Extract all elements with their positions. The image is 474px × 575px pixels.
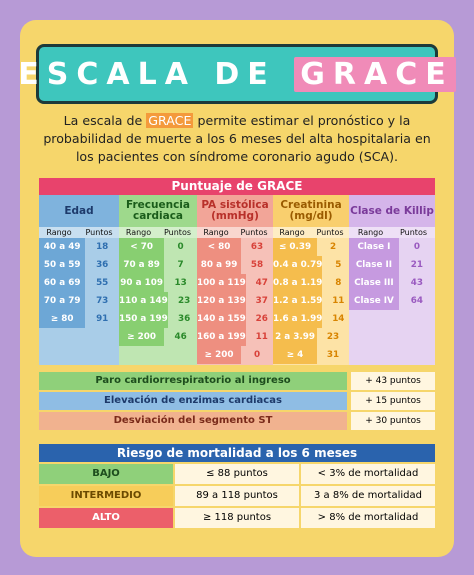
column-creatinina xyxy=(273,195,349,365)
range-cell: ≤ 0.39 xyxy=(273,238,317,256)
table-row xyxy=(39,508,435,528)
table-row xyxy=(349,292,435,310)
points-cell: 14 xyxy=(322,310,354,328)
table-row xyxy=(39,310,119,328)
points-cell: 63 xyxy=(241,238,273,256)
score-table xyxy=(39,178,435,365)
range-cell: 70 a 89 xyxy=(119,256,164,274)
table-row xyxy=(119,292,197,310)
risk-points: 89 a 118 puntos xyxy=(175,486,299,506)
intro-highlight: GRACE xyxy=(148,113,192,128)
intro-before: La escala de xyxy=(63,113,143,128)
points-cell: 31 xyxy=(317,346,349,364)
factor-label: Paro cardiorrespiratorio al ingreso xyxy=(39,372,347,390)
column-edad xyxy=(39,195,119,365)
risk-points: ≤ 88 puntos xyxy=(175,464,299,484)
range-cell: Clase IV xyxy=(349,292,399,310)
sub-header-range: Rango xyxy=(203,228,229,237)
table-row xyxy=(197,274,273,292)
table-row xyxy=(39,486,435,506)
points-cell: 73 xyxy=(85,292,119,310)
points-cell: 0 xyxy=(399,238,435,256)
points-cell: 36 xyxy=(85,256,119,274)
points-cell: 26 xyxy=(246,310,278,328)
range-cell: 140 a 159 xyxy=(197,310,246,328)
column-header: PA sistólica (mmHg) xyxy=(197,195,273,227)
list-item xyxy=(39,372,435,390)
sub-header-points: Puntos xyxy=(85,228,113,237)
table-row xyxy=(39,464,435,484)
range-cell: Clase II xyxy=(349,256,399,274)
sub-header-points: Puntos xyxy=(240,228,268,237)
table-row xyxy=(349,274,435,292)
table-row xyxy=(39,238,119,256)
sub-header-points: Puntos xyxy=(163,228,192,237)
points-cell: 13 xyxy=(164,274,197,292)
intro-text xyxy=(34,112,440,166)
table-row xyxy=(197,310,273,328)
points-cell: 21 xyxy=(399,256,435,274)
column-header: Frecuencia cardiaca xyxy=(119,195,197,227)
points-cell: 18 xyxy=(85,238,119,256)
points-cell: 0 xyxy=(241,346,273,364)
range-cell: 1.6 a 1.99 xyxy=(273,310,322,328)
points-cell: 5 xyxy=(322,256,354,274)
table-row xyxy=(273,292,349,310)
points-cell: 11 xyxy=(322,292,354,310)
risk-points: ≥ 118 puntos xyxy=(175,508,299,528)
range-cell: 2 a 3.99 xyxy=(273,328,317,346)
points-cell: 37 xyxy=(246,292,278,310)
table-row xyxy=(273,256,349,274)
range-cell: 150 a 199 xyxy=(119,310,168,328)
column-header: Edad xyxy=(39,195,119,227)
table-row xyxy=(119,310,197,328)
column-header: Creatinina (mg/dl) xyxy=(273,195,349,227)
range-cell: 1.2 a 1.59 xyxy=(273,292,322,310)
sub-header-range: Rango xyxy=(46,228,72,237)
points-cell: 8 xyxy=(322,274,354,292)
points-cell: 23 xyxy=(168,292,201,310)
table-row xyxy=(119,274,197,292)
sub-header-range: Rango xyxy=(125,228,152,237)
points-cell: 43 xyxy=(399,274,435,292)
points-cell: 36 xyxy=(168,310,201,328)
points-cell: 46 xyxy=(164,328,197,346)
points-cell: 91 xyxy=(85,310,119,328)
factor-value: + 15 puntos xyxy=(351,392,435,410)
sub-header-range: Rango xyxy=(357,228,384,237)
column-pa-sistolica xyxy=(197,195,273,365)
range-cell: ≥ 200 xyxy=(119,328,164,346)
range-cell: Clase III xyxy=(349,274,399,292)
table-row xyxy=(39,292,119,310)
range-cell: < 80 xyxy=(197,238,241,256)
points-cell: 58 xyxy=(241,256,273,274)
range-cell: Clase I xyxy=(349,238,399,256)
points-cell: 23 xyxy=(317,328,349,346)
range-cell: 0.4 a 0.79 xyxy=(273,256,322,274)
range-cell: 110 a 149 xyxy=(119,292,168,310)
sub-header-points: Puntos xyxy=(316,228,344,237)
risk-level: ALTO xyxy=(39,508,173,528)
points-cell: 0 xyxy=(164,238,197,256)
additional-factors xyxy=(39,372,435,432)
table-row xyxy=(197,238,273,256)
points-cell: 64 xyxy=(399,292,435,310)
points-cell: 55 xyxy=(85,274,119,292)
range-cell: 0.8 a 1.19 xyxy=(273,274,322,292)
risk-mortality: > 8% de mortalidad xyxy=(301,508,435,528)
table-row xyxy=(273,328,349,346)
risk-table-title: Riesgo de mortalidad a los 6 meses xyxy=(39,444,435,462)
title-main: ESCALA DE xyxy=(18,56,276,92)
factor-value: + 43 puntos xyxy=(351,372,435,390)
sub-header-range: Rango xyxy=(279,228,305,237)
range-cell: 40 a 49 xyxy=(39,238,85,256)
list-item xyxy=(39,412,435,430)
points-cell: 2 xyxy=(317,238,349,256)
range-cell: 120 a 139 xyxy=(197,292,246,310)
points-cell: 11 xyxy=(246,328,278,346)
intro-after: permite estimar el pronóstico y la probabilidad de muerte a los 6 meses del alta hospitalaria en los pacientes con síndrome coronario agudo (SCA). xyxy=(43,113,431,164)
table-row xyxy=(39,274,119,292)
range-cell: 80 a 99 xyxy=(197,256,241,274)
factor-label: Elevación de enzimas cardiacas xyxy=(39,392,347,410)
range-cell: 70 a 79 xyxy=(39,292,85,310)
range-cell: < 70 xyxy=(119,238,164,256)
table-row xyxy=(349,238,435,256)
sub-header-points: Puntos xyxy=(399,228,428,237)
table-row xyxy=(197,256,273,274)
column-header: Clase de Killip xyxy=(349,195,435,227)
score-table-title: Puntuaje de GRACE xyxy=(39,178,435,195)
risk-table xyxy=(39,444,435,528)
range-cell: 50 a 59 xyxy=(39,256,85,274)
table-row xyxy=(273,346,349,364)
table-row xyxy=(349,256,435,274)
table-row xyxy=(197,328,273,346)
factor-label: Desviación del segmento ST xyxy=(39,412,347,430)
table-row xyxy=(119,256,197,274)
table-row xyxy=(119,238,197,256)
risk-mortality: 3 a 8% de mortalidad xyxy=(301,486,435,506)
table-row xyxy=(273,310,349,328)
table-row xyxy=(273,238,349,256)
list-item xyxy=(39,392,435,410)
risk-mortality: < 3% de mortalidad xyxy=(301,464,435,484)
factor-value: + 30 puntos xyxy=(351,412,435,430)
risk-level: INTERMEDIO xyxy=(39,486,173,506)
range-cell: ≥ 4 xyxy=(273,346,317,364)
table-row xyxy=(197,292,273,310)
page-title xyxy=(18,57,455,92)
range-cell: ≥ 80 xyxy=(39,310,85,328)
points-cell: 7 xyxy=(164,256,197,274)
title-banner xyxy=(18,44,454,104)
table-row xyxy=(273,274,349,292)
risk-level: BAJO xyxy=(39,464,173,484)
range-cell: 160 a 199 xyxy=(197,328,246,346)
range-cell: 60 a 69 xyxy=(39,274,85,292)
range-cell: 100 a 119 xyxy=(197,274,246,292)
info-card xyxy=(20,20,454,557)
points-cell: 47 xyxy=(246,274,278,292)
table-row xyxy=(39,256,119,274)
table-row xyxy=(197,346,273,364)
table-row xyxy=(119,328,197,346)
column-frecuencia-cardiaca xyxy=(119,195,197,365)
range-cell: ≥ 200 xyxy=(197,346,241,364)
column-clase-killip xyxy=(349,195,435,365)
range-cell: 90 a 109 xyxy=(119,274,164,292)
title-highlight: GRACE xyxy=(294,57,455,92)
